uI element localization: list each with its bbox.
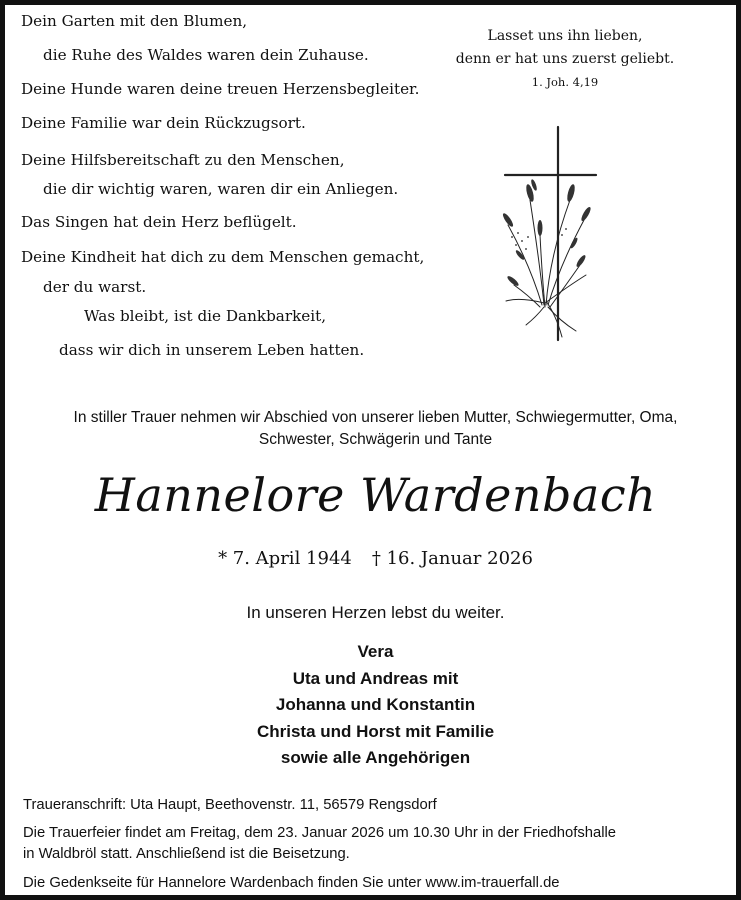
intro-line: In stiller Trauer nehmen wir Abschied von unserer lieben Mutter, Schwiegermutter, Oma,	[73, 409, 678, 426]
mourner-line: Johanna und Konstantin	[275, 695, 476, 714]
life-dates	[5, 545, 741, 573]
poem-line: Das Singen hat dein Herz beflügelt.	[21, 213, 297, 231]
verse-line: denn er hat uns zuerst geliebt.	[455, 51, 675, 67]
ceremony-line: Die Trauerfeier findet am Freitag, dem 23. Januar 2026 um 10.30 Uhr in der Friedhofshalle	[23, 825, 617, 841]
bible-verse	[425, 25, 705, 94]
verse-reference: 1. Joh. 4,19	[531, 75, 599, 89]
poem-line: Deine Hunde waren deine treuen Herzensbegleiter.	[21, 80, 420, 98]
poem-line: der du warst.	[43, 278, 147, 296]
deceased-name: Hannelore Wardenbach	[94, 468, 657, 522]
poem-line: die Ruhe des Waldes waren dein Zuhause.	[43, 46, 369, 64]
intro-text	[15, 407, 736, 451]
poem-line: Deine Familie war dein Rückzugsort.	[21, 114, 306, 132]
poem-line: dass wir dich in unserem Leben hatten.	[59, 341, 365, 359]
ceremony-info	[23, 823, 728, 865]
poem-line: Deine Kindheit hat dich zu dem Menschen gemacht,	[21, 248, 425, 266]
mourner-line: Christa und Horst mit Familie	[256, 721, 495, 741]
mourner-line: Uta und Andreas mit	[292, 668, 459, 688]
mourning-address: Traueranschrift: Uta Haupt, Beethovenstr. 11, 56579 Rengsdorf	[23, 797, 437, 813]
poem-line: Was bleibt, ist die Dankbarkeit,	[84, 307, 327, 325]
mourners-list	[5, 639, 741, 772]
poem-line: die dir wichtig waren, waren dir ein Anliegen.	[43, 180, 399, 198]
birth-date: * 7. April 1944	[218, 548, 352, 569]
poem-line: Deine Hilfsbereitschaft zu den Menschen,	[21, 151, 345, 169]
ceremony-line: in Waldbröl statt. Anschließend ist die Beisetzung.	[23, 846, 350, 862]
mourner-line: sowie alle Angehörigen	[280, 748, 471, 767]
mourner-line: Vera	[357, 642, 394, 661]
intro-line: Schwester, Schwägerin und Tante	[258, 431, 493, 448]
verse-line: Lasset uns ihn lieben,	[487, 28, 643, 44]
memorial-page-info: Die Gedenkseite für Hannelore Wardenbach finden Sie unter www.im-trauerfall.de	[23, 875, 560, 891]
death-date: † 16. Januar 2026	[371, 548, 533, 569]
poem-line: Dein Garten mit den Blumen,	[21, 12, 248, 30]
motto: In unseren Herzen lebst du weiter.	[246, 603, 505, 622]
cross-wheat-icon	[500, 125, 600, 347]
